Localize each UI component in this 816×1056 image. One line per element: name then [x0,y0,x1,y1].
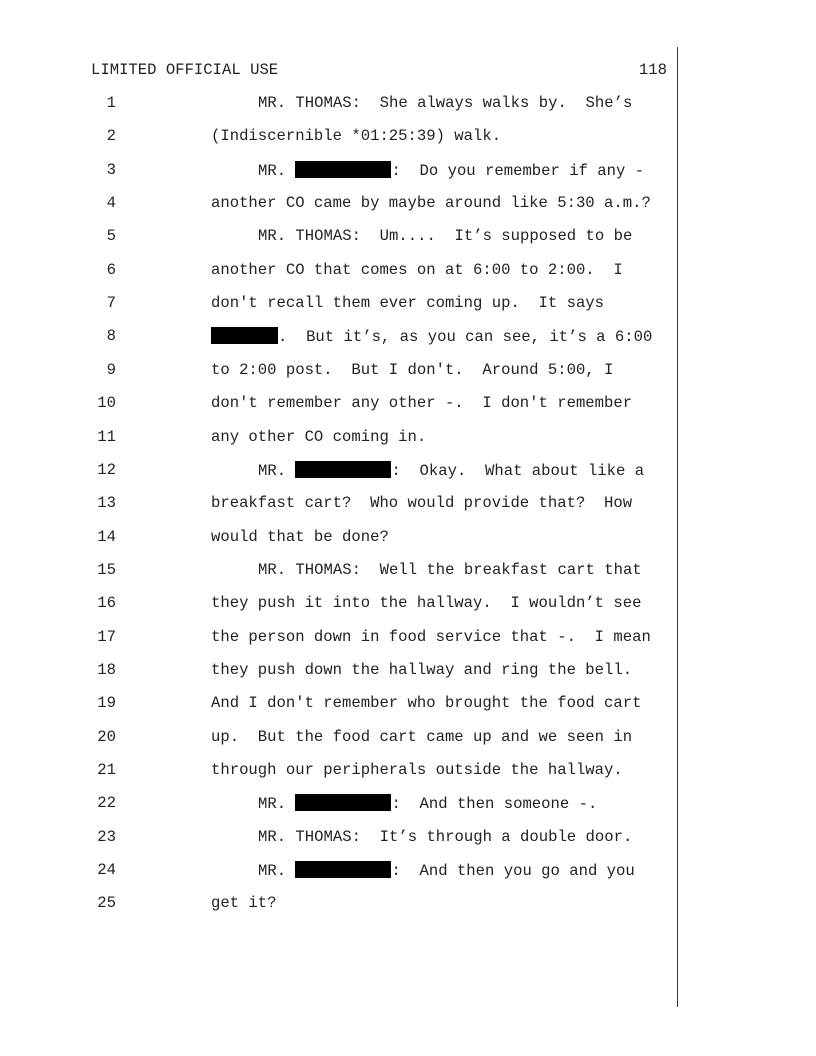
line-segment: MR. [258,862,296,881]
line-number: 21 [97,761,116,779]
line-segment: they push it into the hallway. I wouldn’t see [211,594,642,613]
line-number: 7 [106,294,116,313]
transcript-line [0,161,680,183]
line-number: 2 [106,127,116,146]
line-text [258,828,632,846]
line-number: 11 [97,427,116,446]
line-segment: : And then you go and you [391,862,635,881]
line-text [211,728,632,746]
line-number: 5 [106,227,116,246]
line-text [211,261,623,279]
transcript-line [0,428,680,450]
classification-header: LIMITED OFFICIAL USE [91,61,279,79]
line-number: 3 [106,160,116,179]
line-text [211,361,613,379]
line-number: 12 [97,460,116,479]
line-segment: MR. THOMAS: Well the breakfast cart that [258,560,642,579]
line-text [211,594,641,612]
line-segment: up. But the food cart came up and we seen in [211,727,633,746]
line-number: 10 [97,394,116,413]
line-segment: they push down the hallway and ring the bell. [211,660,633,679]
transcript-line [0,127,680,149]
line-segment: don't recall them ever coming up. It says [211,294,605,313]
line-segment: : Do you remember if any - [391,161,645,180]
line-text [211,428,426,446]
line-number: 4 [106,194,116,213]
line-segment: (Indiscernible *01:25:39) walk. [211,127,502,146]
line-text [258,227,632,245]
transcript-line [0,728,680,750]
transcript-line [0,628,680,650]
line-number: 24 [97,861,116,880]
line-segment: any other CO coming in. [211,427,427,446]
line-segment: MR. [258,461,296,480]
line-text [211,127,501,145]
line-text [211,294,604,312]
line-segment: breakfast cart? Who would provide that? How [211,494,633,513]
line-text [211,661,632,679]
line-text [211,761,623,779]
line-number: 25 [97,894,116,913]
line-segment: MR. THOMAS: She always walks by. She’s [258,94,633,112]
transcript-line [0,94,680,116]
transcript-line [0,227,680,249]
transcript-line [0,461,680,483]
line-segment: another CO that comes on at 6:00 to 2:00. I [211,260,623,279]
transcript-line [0,761,680,783]
transcript-line [0,361,680,383]
line-number: 6 [106,260,116,279]
line-segment: the person down in food service that -. I mean [211,627,651,646]
line-number: 18 [97,660,116,679]
transcript-line [0,528,680,550]
line-number: 20 [97,727,116,746]
transcript-line [0,261,680,283]
transcript-line [0,561,680,583]
transcript-line [0,794,680,816]
line-number: 17 [97,627,116,646]
redaction-block [295,794,391,811]
line-text [258,861,635,880]
transcript-line [0,894,680,916]
transcript-line [0,494,680,516]
line-segment: . But it’s, as you can see, it’s a 6:00 [278,328,653,347]
line-number: 15 [97,560,116,579]
line-number: 9 [106,360,116,379]
page-number: 118 [638,61,667,79]
line-number: 16 [97,594,116,613]
line-segment: : And then someone -. [391,795,598,814]
transcript-line [0,694,680,716]
line-text [211,494,632,512]
line-segment: get it? [211,894,277,913]
transcript-line [0,394,680,416]
line-segment: MR. [258,795,296,814]
line-segment: would that be done? [211,527,389,546]
line-text [258,161,644,180]
line-segment: MR. THOMAS: It’s through a double door. [258,827,633,846]
line-text [211,528,389,546]
line-text [211,694,641,712]
transcript-line [0,327,680,349]
line-text [211,394,632,412]
line-text [258,94,632,112]
line-segment: another CO came by maybe around like 5:30 a.m.? [211,194,651,213]
line-segment: And I don't remember who brought the food cart [211,694,642,713]
redaction-block [211,327,278,344]
line-segment: MR. THOMAS: Um.... It’s supposed to be [258,227,633,246]
line-text [211,894,277,912]
line-segment: through our peripherals outside the hallway. [211,761,623,779]
line-segment: don't remember any other -. I don't remember [211,394,633,413]
line-segment: : Okay. What about like a [391,461,645,480]
line-segment: MR. [258,161,296,180]
transcript-line [0,661,680,683]
line-number: 1 [106,94,116,112]
line-text [211,628,651,646]
transcript-line [0,828,680,850]
line-text [258,461,644,480]
line-text [211,327,652,346]
transcript-line [0,861,680,883]
line-number: 23 [97,827,116,846]
line-number: 8 [106,327,116,346]
line-text [211,194,651,212]
line-number: 19 [97,694,116,713]
redaction-block [295,861,391,878]
line-segment: to 2:00 post. But I don't. Around 5:00, I [211,360,614,379]
transcript-line [0,194,680,216]
redaction-block [295,461,391,478]
line-text [258,561,642,579]
line-number: 22 [97,794,116,813]
transcript-line [0,294,680,316]
redaction-block [295,161,391,178]
line-number: 13 [97,494,116,513]
transcript-line [0,594,680,616]
line-text [258,794,597,813]
line-number: 14 [97,527,116,546]
